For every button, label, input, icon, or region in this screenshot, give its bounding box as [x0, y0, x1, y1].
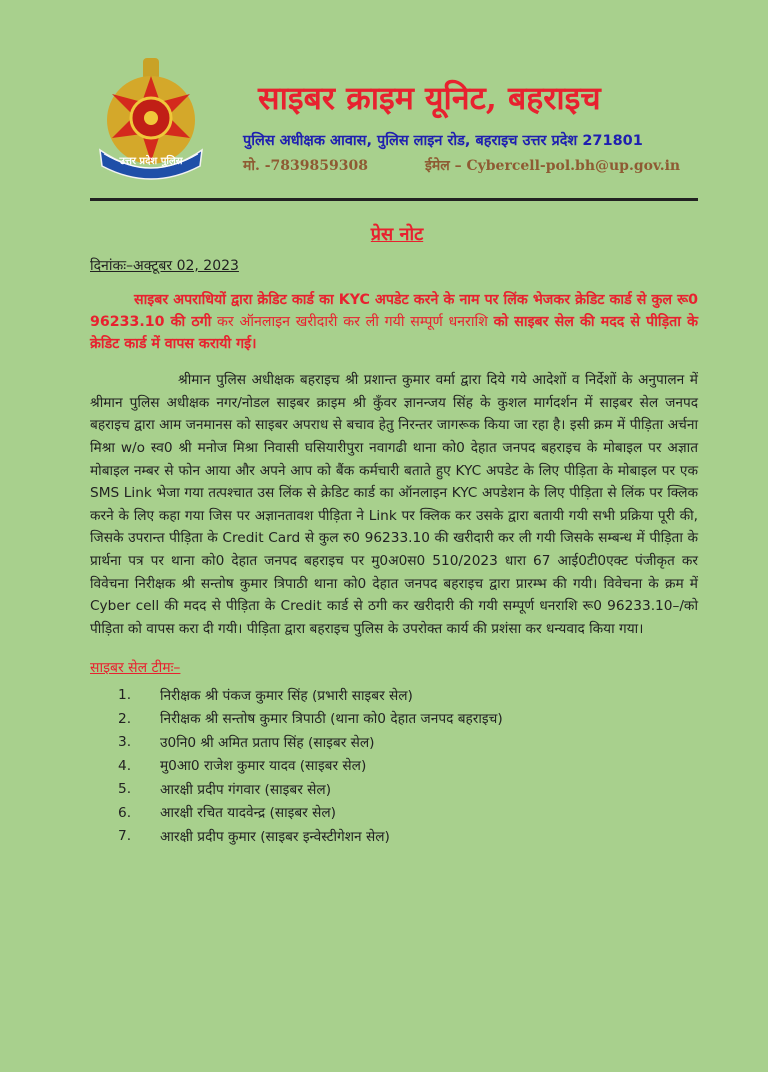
press-note	[90, 222, 698, 848]
letterhead	[0, 0, 768, 200]
team-member-name: आरक्षी प्रदीप गंगवार (साइबर सेल)	[160, 781, 332, 798]
team-member-number: 1.	[118, 687, 132, 704]
team-member-name: आरक्षी प्रदीप कुमार (साइबर इन्वेस्टीगेशन सेल)	[160, 828, 390, 845]
up-police-emblem	[94, 54, 208, 184]
team-member-name: मु0आ0 राजेश कुमार यादव (साइबर सेल)	[160, 758, 367, 775]
org-title: साइबर क्राइम यूनिट, बहराइच	[258, 79, 601, 117]
team-title: साइबर सेल टीमः–	[90, 660, 181, 677]
team-member-number: 6.	[118, 804, 132, 821]
team-list	[90, 683, 698, 848]
team-member-number: 2.	[118, 710, 132, 727]
org-phone: मो. -7839859308	[243, 158, 368, 174]
team-member	[90, 801, 698, 825]
headline-part-3: को साइबर सेल की मदद से पीड़िता के क्रेडिट कार्ड में वापस करायी गई।	[90, 314, 698, 352]
team-member	[90, 683, 698, 707]
org-address: पुलिस अधीक्षक आवास, पुलिस लाइन रोड, बहराइच उत्तर प्रदेश 271801	[243, 133, 643, 149]
org-email: ईमेल – Cybercell-pol.bh@up.gov.in	[425, 158, 681, 174]
team-member-name: उ0नि0 श्री अमित प्रताप सिंह (साइबर सेल)	[160, 734, 375, 751]
press-headline	[90, 289, 698, 355]
team-member-number: 7.	[118, 828, 132, 845]
headline-part-1: साइबर अपराधियों द्वारा क्रेडिट कार्ड का KYC अपडेट करने के नाम पर लिंक भेजकर क्रेडिट कार्ड से कुल रू0 96233.10 की ठगी	[90, 292, 698, 330]
team-member-number: 4.	[118, 757, 132, 774]
press-body: श्रीमान पुलिस अधीक्षक बहराइच श्री प्रशान्त कुमार वर्मा द्वारा दिये गये आदेशों व निर्देशों के अनुपालन में श्रीमान पुलिस अधीक्षक नगर/नोडल साइबर क्राइम श्री कुँवर ज्ञानन्जय सिंह के कुशल मार्गदर्शन में साइबर सेल जनपद बहराइच द्वारा आम जनमानस को साइबर अपराध से बचाव हेतु निरन्तर जागरूक किया जा रहा है। इसी क्रम में पीड़िता अर्चना मिश्रा w/o स्व0 श्री मनोज मिश्रा निवासी घसियारीपुरा नवागढी थाना को0 देहात जनपद बहराइच के मोबाइल पर अज्ञात मोबाइल नम्बर से फोन आया और अपने आप को बैंक कर्मचारी बताते हुए KYC अपडेट के लिए पीड़िता के मोबाइल पर एक SMS Link भेजा गया तत्पश्चात उस लिंक से क्रेडिट कार्ड का ऑनलाइन KYC अपडेशन के लिए पीड़िता से लिंक पर क्लिक करने के लिए कहा गया जिस पर अज्ञानतावश पीड़िता ने Link पर क्लिक कर उसके द्वारा बतायी गयी सभी प्रक्रिया पूरी की, जिसके उपरान्त पीड़िता के Credit Card से कुल रु0 96233.10 की खरीदारी कर ली गयी जिसके सम्बन्ध में पीड़िता के प्रार्थना पत्र पर थाना को0 देहात जनपद बहराइच पर मु0अ0स0 510/2023 धारा 67 आई0टी0एक्ट पंजीकृत कर विवेचना निरीक्षक श्री सन्तोष कुमार त्रिपाठी थाना को0 देहात जनपद बहराइच द्वारा प्रारम्भ की गयी। विवेचना के क्रम में Cyber cell की मदद से पीड़िता के Credit कार्ड से ठगी कर खरीदारी की गयी सम्पूर्ण धनराशि रू0 96233.10–/को पीड़िता को वापस करा दी गयी। पीड़िता द्वारा बहराइच पुलिस के उपरोक्त कार्य की प्रशंसा कर धन्यवाद किया गया।	[90, 372, 698, 637]
press-note-title: प्रेस नोट	[370, 224, 424, 245]
team-member-name: निरीक्षक श्री पंकज कुमार सिंह (प्रभारी साइबर सेल)	[160, 687, 413, 704]
team-member-name: निरीक्षक श्री सन्तोष कुमार त्रिपाठी (थाना को0 देहात जनपद बहराइच)	[160, 711, 503, 728]
team-member	[90, 824, 698, 848]
team-member	[90, 707, 698, 731]
header-divider	[90, 198, 698, 201]
press-note-date: दिनांकः–अक्टूबर 02, 2023	[90, 258, 239, 274]
team-member-number: 3.	[118, 734, 132, 751]
team-member	[90, 730, 698, 754]
headline-part-2: कर ऑनलाइन खरीदारी कर ली गयी सम्पूर्ण धनराशि	[211, 314, 494, 330]
emblem-text: उत्तर प्रदेश पुलिस	[119, 156, 183, 167]
team-member-number: 5.	[118, 781, 132, 798]
team-member	[90, 777, 698, 801]
team-member-name: आरक्षी रचित यादवेन्द्र (साइबर सेल)	[160, 805, 336, 822]
team-member	[90, 754, 698, 778]
